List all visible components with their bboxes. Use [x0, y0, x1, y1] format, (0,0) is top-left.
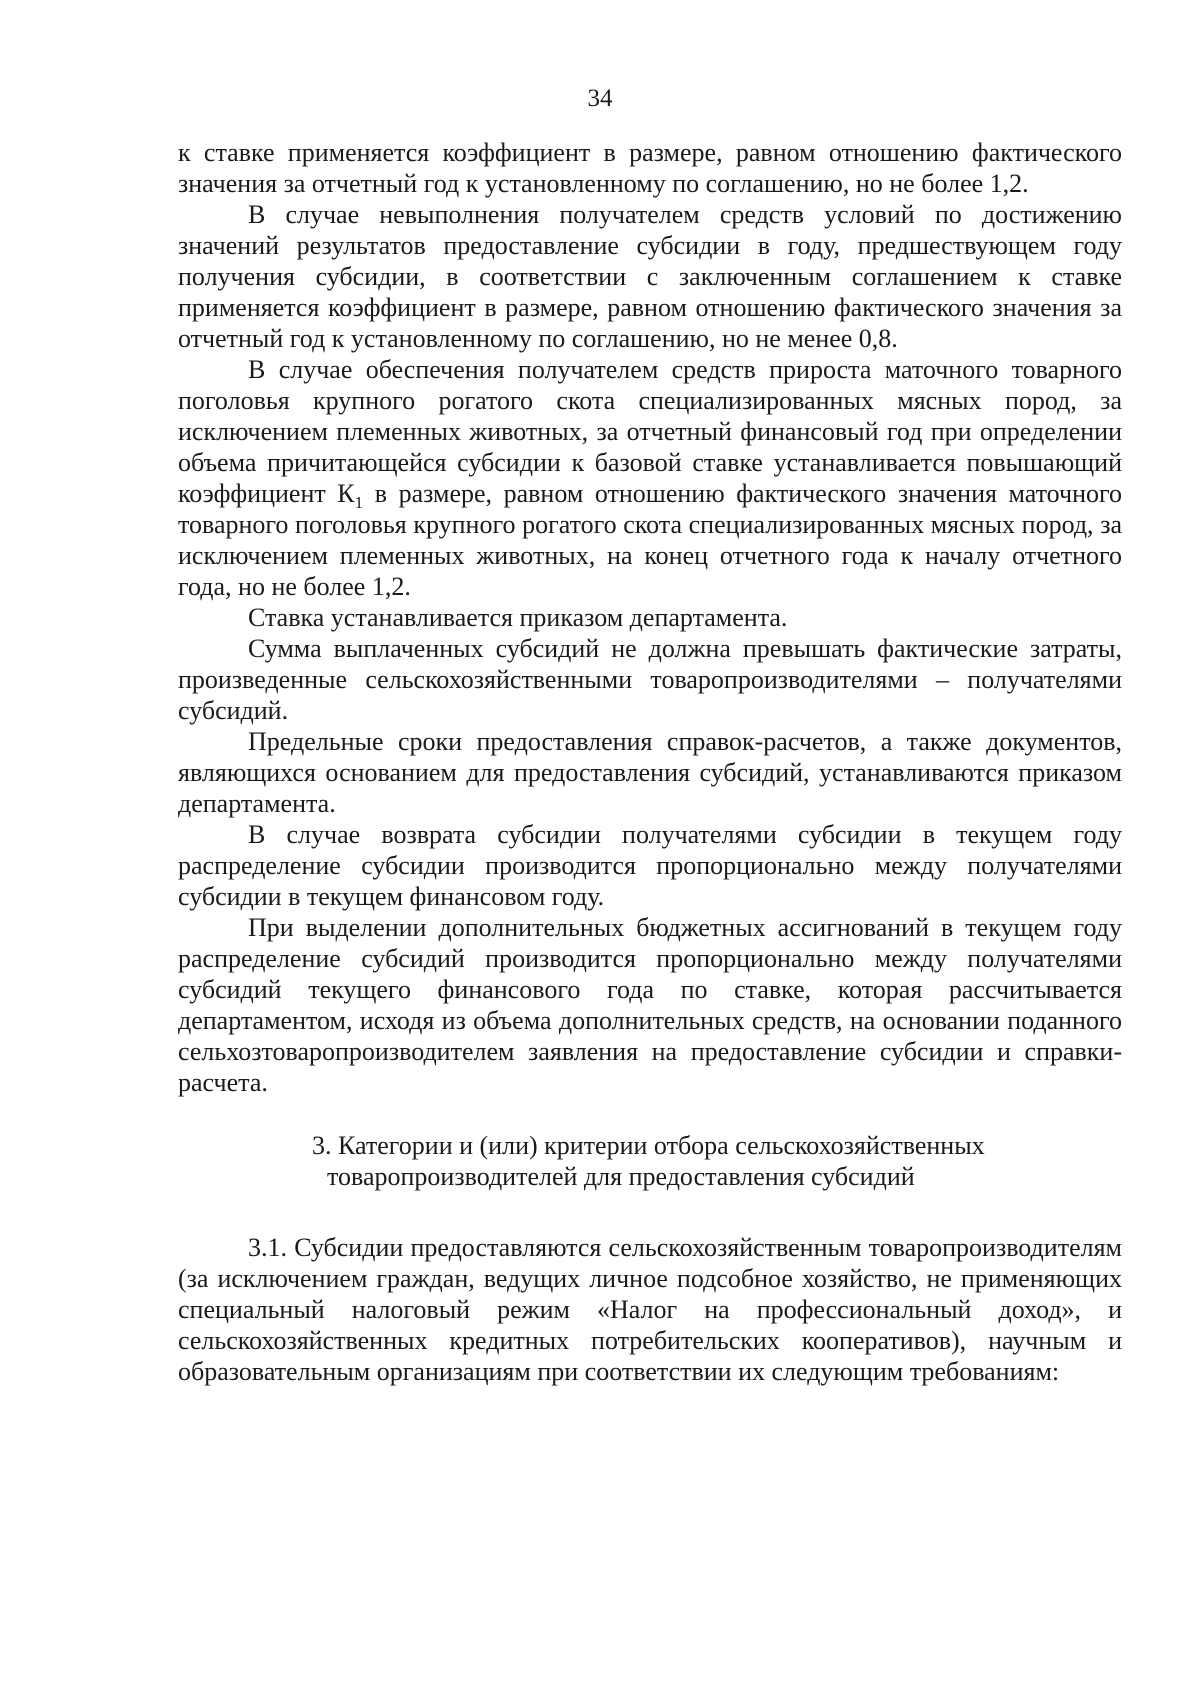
- paragraph-deadlines: Предельные сроки предоставления справок-расчетов, а также документов, являющихся основанием для предоставления субсидий, устанавливаются приказом департамента.: [178, 727, 1122, 818]
- k1-text-before: В случае обеспечения получателем средств прироста маточного товарного поголовья крупного рогатого скота специализированных мясных пород, за исключением племенных животных, за отчетный финансовый год при определении объема причитающейся субсидии к базовой ставке устанавливается повышающий коэффициент К: [178, 355, 1122, 508]
- section-heading-line2: товаропроизводителей для предоставления субсидий: [327, 1162, 915, 1191]
- paragraph-coefficient-max: к ставке применяется коэффициент в размере, равном отношению фактического значения за отчетный год к установленному по соглашению, но не более 1,2.: [178, 138, 1122, 198]
- paragraph-rate-order: Ставка устанавливается приказом департамента.: [248, 603, 788, 632]
- paragraph-refund-distribution: В случае возврата субсидии получателями субсидии в текущем году распределение субсидии производится пропорционально между получателями субсидии в текущем финансовом году.: [178, 820, 1122, 911]
- paragraph-section-3-1: 3.1. Субсидии предоставляются сельскохозяйственным товаропроизводителям (за исключением граждан, ведущих личное подсобное хозяйство, не применяющих специальный налоговый режим «Налог на профессиональный доход», и сельскохозяйственных кредитных потребительских кооперативов), научным и образовательным организациям при соответствии их следующим требованиям:: [178, 1233, 1122, 1386]
- paragraph-additional-allocations: При выделении дополнительных бюджетных ассигнований в текущем году распределение субсидий производится пропорционально между получателями субсидий текущего финансового года по ставке, которая рассчитывается департаментом, исходя из объема дополнительных средств, на основании поданного сельхозтоваропроизводителем заявления на предоставление субсидии и справки-расчета.: [178, 913, 1122, 1097]
- paragraph-coefficient-min: В случае невыполнения получателем средств условий по достижению значений результатов предоставление субсидии в году, предшествующем году получения субсидии, в соответствии с заключенным соглашением к ставке применяется коэффициент в размере, равном отношению фактического значения за отчетный год к установленному по соглашению, но не менее 0,8.: [178, 200, 1122, 353]
- document-body: [178, 137, 1122, 1387]
- paragraph-k1-coefficient: [178, 354, 1122, 602]
- page-number: 34: [587, 85, 613, 112]
- paragraph-subsidy-limit: Сумма выплаченных субсидий не должна превышать фактические затраты, произведенные сельскохозяйственными товаропроизводителями – получателями субсидий.: [178, 634, 1122, 725]
- section-heading-line1: 3. Категории и (или) критерии отбора сельскохозяйственных: [312, 1131, 985, 1160]
- k1-subscript: 1: [354, 493, 364, 513]
- k1-text-after: в размере, равном отношению фактического значения маточного товарного поголовья крупного рогатого скота специализированных мясных пород, за исключением племенных животных, на конец отчетного года к началу отчетного года, но не более 1,2.: [178, 479, 1123, 601]
- section-heading: [178, 1130, 1072, 1192]
